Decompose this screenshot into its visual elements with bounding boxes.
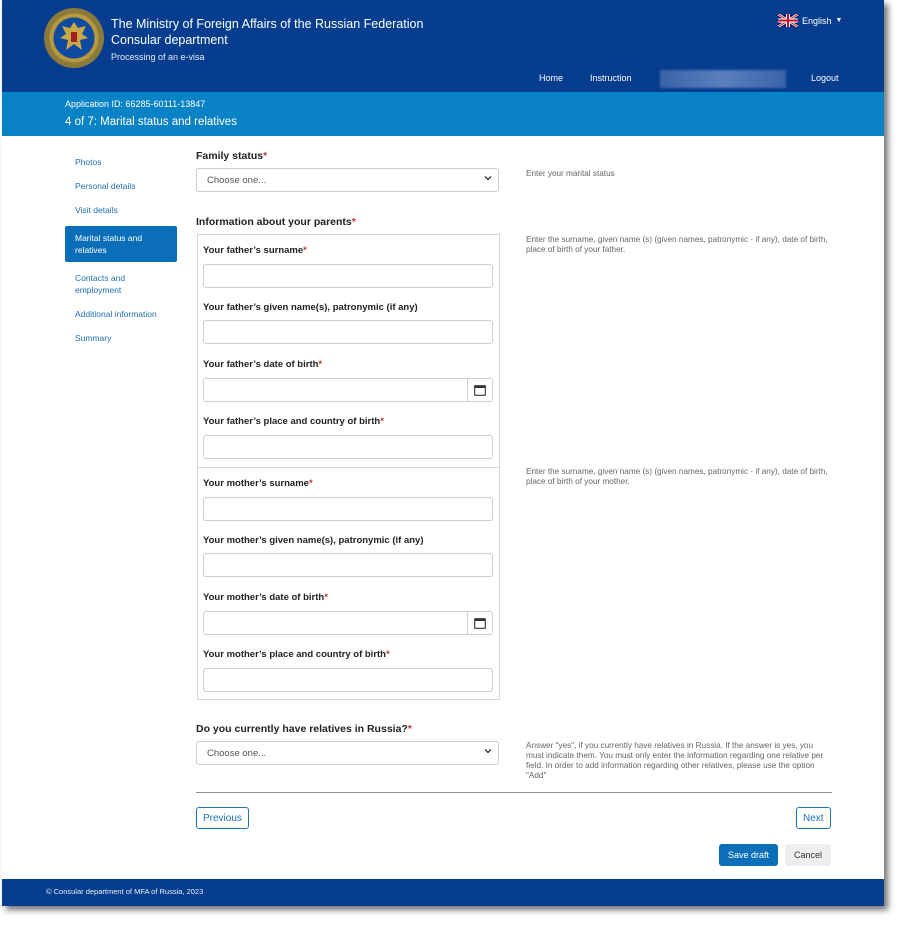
ministry-title-line2: Consular department — [111, 33, 228, 47]
family-status-help: Enter your marital status — [526, 169, 615, 178]
required-mark: * — [303, 245, 307, 256]
relatives-label — [196, 723, 412, 735]
sidebar-item-visit-details[interactable]: Visit details — [75, 205, 118, 215]
service-subtitle: Processing of an e-visa — [111, 52, 205, 62]
uk-flag-icon — [778, 14, 798, 27]
ministry-title — [111, 16, 423, 48]
required-mark: * — [380, 416, 384, 427]
mother-dob-label — [203, 592, 328, 603]
sidebar-item-marital-status[interactable]: Marital status and relatives — [65, 226, 177, 262]
father-given-name-label: Your father’s given name(s), patronymic (if any) — [203, 302, 418, 313]
language-selector[interactable] — [778, 14, 842, 27]
father-place-input[interactable] — [203, 435, 493, 459]
mother-surname-label — [203, 478, 313, 489]
ministry-emblem-icon — [44, 8, 104, 68]
nav-home-link[interactable]: Home — [539, 73, 564, 83]
site-header — [2, 0, 884, 92]
calendar-icon — [474, 384, 486, 396]
required-mark: * — [263, 150, 268, 162]
calendar-button[interactable] — [467, 612, 492, 634]
language-label: English — [802, 15, 832, 26]
family-status-label — [196, 150, 267, 162]
form-divider — [196, 792, 832, 793]
calendar-button[interactable] — [467, 379, 492, 401]
required-mark: * — [324, 592, 328, 603]
application-bar — [2, 92, 884, 136]
previous-button[interactable]: Previous — [196, 807, 249, 829]
relatives-label-text: Do you currently have relatives in Russia? — [196, 723, 408, 735]
required-mark: * — [351, 216, 356, 228]
calendar-icon — [474, 617, 486, 629]
sidebar-item-summary[interactable]: Summary — [75, 333, 112, 343]
mother-surname-label-text: Your mother’s surname — [203, 478, 309, 489]
steps-sidebar — [65, 150, 177, 350]
parents-section-label — [196, 216, 356, 228]
father-surname-label-text: Your father’s surname — [203, 245, 304, 256]
redacted-user-name — [660, 70, 786, 88]
relatives-select[interactable] — [196, 741, 499, 765]
save-draft-button[interactable]: Save draft — [719, 844, 778, 866]
mother-dob-label-text: Your mother’s date of birth — [203, 592, 325, 603]
sidebar-item-additional-information[interactable]: Additional information — [75, 309, 157, 319]
mother-place-label-text: Your mother’s place and country of birth — [203, 649, 386, 660]
father-place-label-text: Your father’s place and country of birth — [203, 416, 381, 427]
chevron-down-icon — [484, 174, 492, 182]
father-place-label — [203, 416, 384, 427]
mother-dob-input[interactable] — [203, 611, 493, 635]
mother-given-name-label: Your mother’s given name(s), patronymic (if any) — [203, 535, 424, 546]
father-dob-label — [203, 359, 322, 370]
father-dob-input[interactable] — [203, 378, 493, 402]
nav-instruction-link[interactable]: Instruction — [590, 73, 632, 83]
next-button[interactable]: Next — [796, 807, 831, 829]
father-given-name-input[interactable] — [203, 320, 493, 344]
relatives-help: Answer "yes", if you currently have relatives in Russia. If the answer is yes, you must indicate them. You must only enter the information regarding one relative per field. In order to add information regarding other relatives, please use the option "Add" — [526, 741, 824, 780]
family-status-label-text: Family status — [196, 150, 264, 162]
mother-surname-input[interactable] — [203, 497, 493, 521]
footer-copyright: © Consular department of MFA of Russia, 2023 — [46, 887, 204, 896]
caret-down-icon: ▼ — [835, 17, 843, 24]
mother-place-input[interactable] — [203, 668, 493, 692]
father-help: Enter the surname, given name (s) (given names, patronymic - if any), date of birth, place of birth of your father. — [526, 235, 828, 254]
father-surname-input[interactable] — [203, 264, 493, 288]
sidebar-item-photos[interactable]: Photos — [75, 157, 102, 167]
required-mark: * — [385, 649, 390, 660]
cancel-button[interactable]: Cancel — [785, 844, 831, 866]
required-mark: * — [407, 723, 412, 735]
parents-section-label-text: Information about your parents — [196, 216, 352, 228]
father-dob-label-text: Your father’s date of birth — [203, 359, 319, 370]
mother-given-name-input[interactable] — [203, 553, 493, 577]
step-title: 4 of 7: Marital status and relatives — [65, 116, 237, 128]
family-status-placeholder: Choose one... — [207, 175, 267, 186]
sidebar-item-contacts-employment[interactable]: Contacts and employment — [75, 273, 126, 295]
chevron-down-icon — [484, 747, 492, 755]
mother-help: Enter the surname, given name (s) (given names, patronymic - if any), date of birth, place of birth of your mother. — [526, 467, 828, 486]
required-mark: * — [318, 359, 323, 370]
relatives-placeholder: Choose one... — [207, 748, 267, 759]
ministry-title-line1: The Ministry of Foreign Affairs of the Russian Federation — [111, 17, 424, 31]
page-frame — [2, 0, 884, 906]
application-id: Application ID: 66285-60111-13847 — [65, 99, 206, 109]
sidebar-item-personal-details[interactable]: Personal details — [75, 181, 136, 191]
site-footer — [2, 879, 884, 906]
required-mark: * — [308, 478, 313, 489]
nav-logout-link[interactable]: Logout — [811, 73, 839, 83]
mother-place-label — [203, 649, 390, 660]
family-status-select[interactable] — [196, 168, 499, 192]
father-surname-label — [203, 245, 307, 256]
